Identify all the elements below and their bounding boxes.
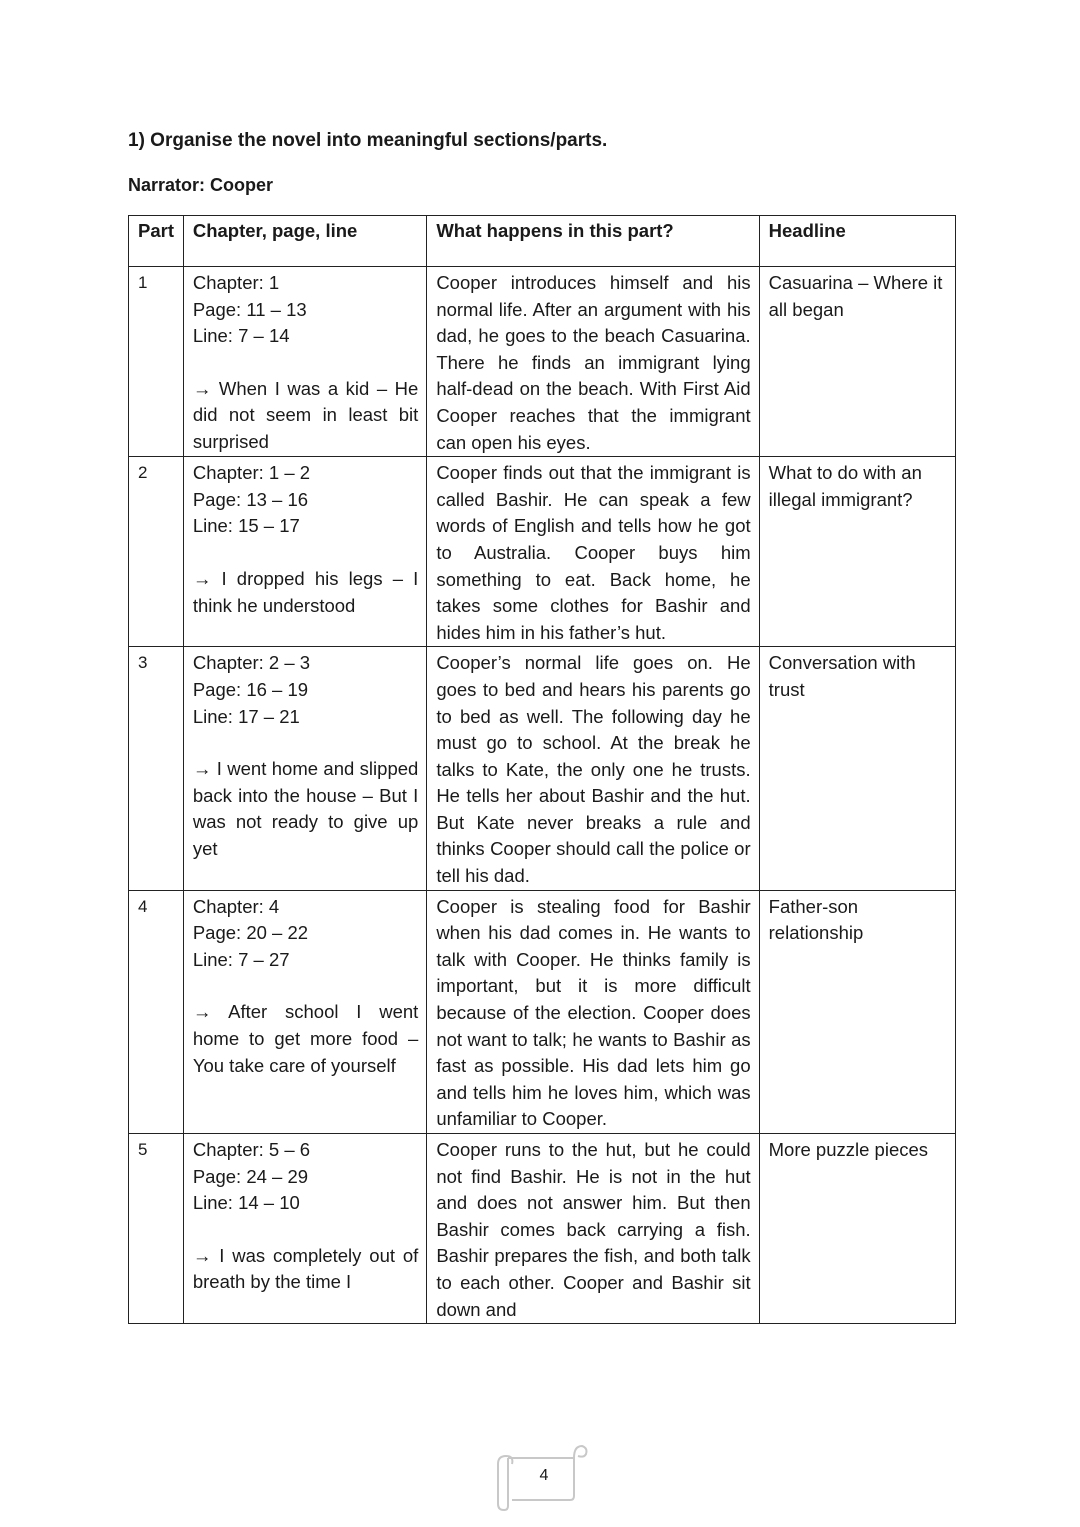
summary-cell: Cooper introduces himself and his normal life. After an argument with his dad, he goes to the beach Casuarina. There he finds an immigrant lying half-dead on the beach. With First Aid Cooper reaches that the immigrant can open his eyes. [427,267,759,457]
chapter-page-line-cell [183,267,426,457]
header-chapter-page-line: Chapter, page, line [183,216,426,267]
chapter-ref: Chapter: 1 [192,272,280,293]
header-part: Part [129,216,184,267]
quote-range: → I was completely out of breath by the time I [192,1244,419,1293]
part-number: 1 [129,267,184,457]
page-ref: Page: 20 – 22 [192,922,309,944]
chapter-page-line-cell [183,890,426,1133]
page-ref: Page: 13 – 16 [192,488,309,510]
summary-cell: Cooper runs to the hut, but he could not find Bashir. He is not in the hut and does not answer him. But then Bashir comes back carrying a fish. Bashir prepares the fish, and both talk to each other. Cooper and Bashir sit down and [427,1134,759,1324]
line-ref: Line: 17 – 21 [192,705,300,727]
quote-range: → When I was a kid – He did not seem in least bit surprised [192,377,419,452]
summary-cell: Cooper finds out that the immigrant is called Bashir. He can speak a few words of English and tells how he got to Australia. Cooper buys him something to eat. Back home, he takes some clothes for Bashir and hides him in his father’s hut. [427,457,759,647]
novel-sections-table [128,215,956,1324]
page-heading: 1) Organise the novel into meaningful sections/parts. [128,130,608,151]
page-number: 4 [539,1467,549,1484]
part-number: 2 [129,457,184,647]
part-number: 5 [129,1134,184,1324]
table-row [129,267,956,457]
headline-cell: Casuarina – Where it all began [759,267,955,457]
quote-range: → I went home and slipped back into the house – But I was not ready to give up yet [192,758,419,859]
line-ref: Line: 14 – 10 [192,1192,300,1214]
line-ref: Line: 7 – 27 [192,948,290,970]
chapter-ref: Chapter: 4 [192,895,280,917]
headline-cell: Father-son relationship [759,890,955,1133]
summary-cell: Cooper’s normal life goes on. He goes to bed and hears his parents go to bed as well. The following day he must go to school. At the break he talks to Kate, the only one he trusts. He tells her about Bashir and the hut. But Kate never breaks a rule and thinks Cooper should call the police or tell his dad. [427,647,759,890]
quote-range: → I dropped his legs – I think he understood [192,567,419,616]
line-ref: Line: 15 – 17 [192,515,300,537]
summary-cell: Cooper is stealing food for Bashir when his dad comes in. He wants to talk with Cooper. He thinks family is important, but it is more difficult because of the election. Cooper does not want to talk; he wants to Bashir as fast as possible. His dad lets him go and tells him he loves him, which was unfamiliar to Cooper. [427,890,759,1133]
line-ref: Line: 7 – 14 [192,325,290,347]
header-headline: Headline [759,216,955,267]
page-ref: Page: 16 – 19 [192,678,309,700]
chapter-page-line-cell [183,647,426,890]
headline-cell: More puzzle pieces [759,1134,955,1324]
table-header-row [129,216,956,267]
page-ref: Page: 11 – 13 [192,298,307,320]
quote-range: → After school I went home to get more food – You take care of yourself [192,1001,419,1076]
table-row [129,890,956,1133]
narrator-label: Narrator: Cooper [128,175,274,195]
table-row [129,1134,956,1324]
chapter-ref: Chapter: 5 – 6 [192,1139,311,1160]
chapter-page-line-cell [183,1134,426,1324]
chapter-ref: Chapter: 1 – 2 [192,462,311,484]
table-row [129,457,956,647]
headline-cell: What to do with an illegal immigrant? [759,457,955,647]
part-number: 3 [129,647,184,890]
chapter-page-line-cell [183,457,426,647]
part-number: 4 [129,890,184,1133]
table-row [129,647,956,890]
header-what-happens: What happens in this part? [427,216,759,267]
page-ref: Page: 24 – 29 [192,1165,309,1187]
headline-cell: Conversation with trust [759,647,955,890]
chapter-ref: Chapter: 2 – 3 [192,652,311,674]
